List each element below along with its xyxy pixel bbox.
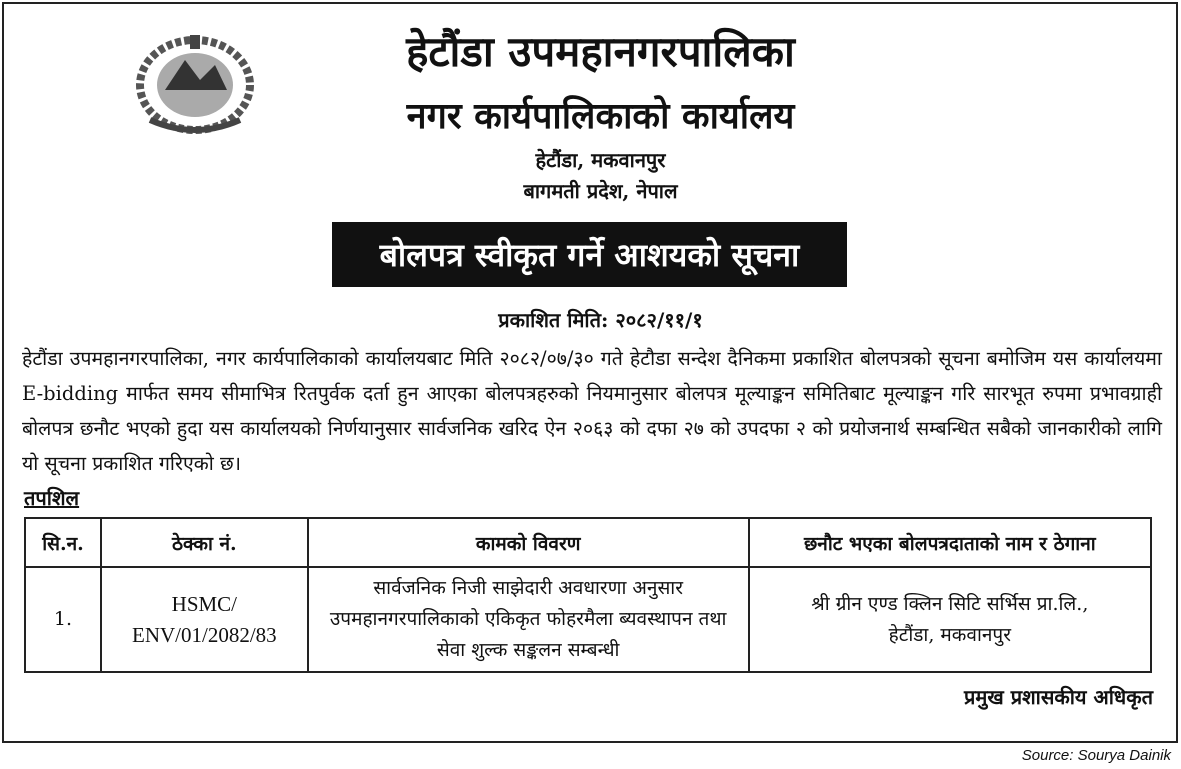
address-line-2: बागमती प्रदेश, नेपाल bbox=[523, 179, 678, 203]
table-header-row bbox=[25, 518, 1151, 567]
published-date: प्रकाशित मिति: २०८२/११/१ bbox=[498, 308, 703, 332]
details-label: तपशिल bbox=[24, 486, 80, 510]
office-title: नगर कार्यपालिकाको कार्यालय bbox=[406, 95, 795, 137]
cell-sn: 1. bbox=[25, 567, 101, 672]
notice-body: हेटौंडा उपमहानगरपालिका, नगर कार्यपालिकाको कार्यालयबाट मिति २०८२/०७/३० गते हेटौडा सन्देश दैनिकमा प्रकाशित बोलपत्रको सूचना बमोजिम यस कार्यालयमा E-bidding मार्फत समय सीमाभित्र रितपुर्वक दर्ता हुन आएका बोलपत्रहरुको नियमानुसार बोलपत्र मूल्याङ्कन समितिबाट मूल्याङ्कन गरि सारभूत रुपमा प्रभावग्राही बोलपत्र छनौट भएको हुदा यस कार्यालयको निर्णयानुसार सार्वजनिक खरिद ऐन २०६३ को दफा २७ को उपदफा २ को प्रयोजनार्थ सम्बन्धित सबैको जानकारीको लागि यो सूचना प्रकाशित गरिएको छ। bbox=[22, 347, 1162, 475]
cell-bidder: श्री ग्रीन एण्ड क्लिन सिटि सर्भिस प्रा.लि., हेटौंडा, मकवानपुर bbox=[749, 567, 1151, 672]
notice-title-banner: बोलपत्र स्वीकृत गर्ने आशयको सूचना bbox=[332, 222, 847, 287]
header-contract: ठेक्का नं. bbox=[101, 518, 308, 567]
header-description: कामको विवरण bbox=[308, 518, 749, 567]
signature: प्रमुख प्रशासकीय अधिकृत bbox=[964, 685, 1153, 709]
cell-contract: HSMC/ ENV/01/2082/83 bbox=[101, 567, 308, 672]
address-line-1: हेटौंडा, मकवानपुर bbox=[535, 148, 666, 172]
header-sn: सि.न. bbox=[25, 518, 101, 567]
details-table bbox=[24, 517, 1152, 673]
header-bidder: छनौट भएका बोलपत्रदाताको नाम र ठेगाना bbox=[749, 518, 1151, 567]
municipality-title: हेटौंडा उपमहानगरपालिका bbox=[406, 27, 795, 76]
source-credit: Source: Sourya Dainik bbox=[1021, 747, 1171, 764]
cell-description: सार्वजनिक निजी साझेदारी अवधारणा अनुसार उपमहानगरपालिकाको एकिकृत फोहरमैला ब्यवस्थापन तथा सेवा शुल्क सङ्कलन सम्बन्धी bbox=[308, 567, 749, 672]
table-row bbox=[25, 567, 1151, 672]
